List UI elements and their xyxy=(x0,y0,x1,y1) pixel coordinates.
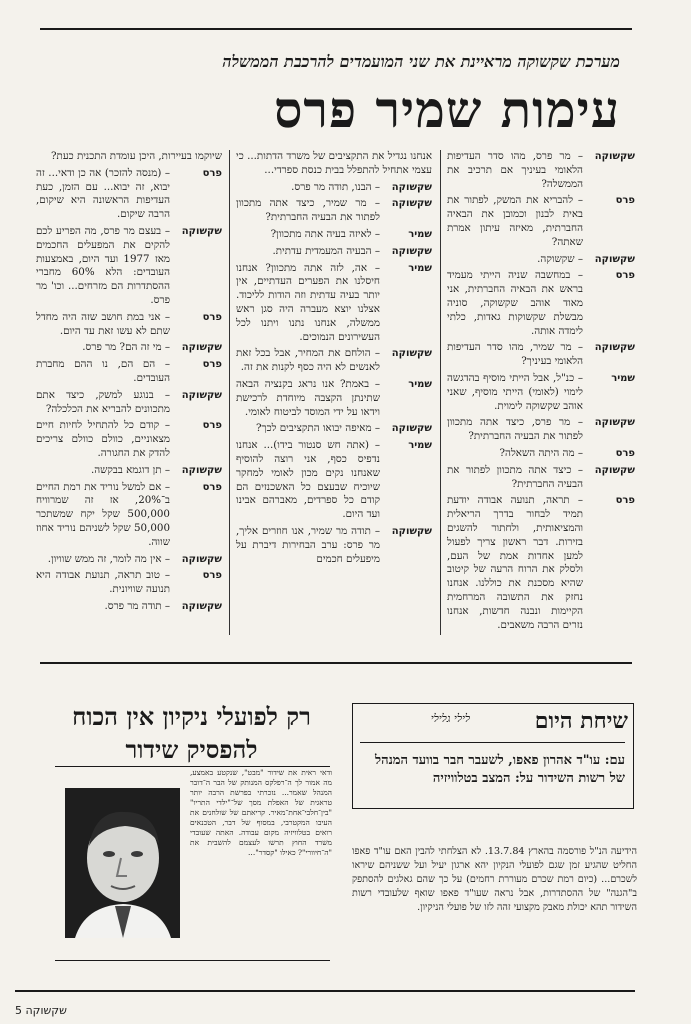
speaker-text: – במחשבה שניה הייתי מעמיד בראש את הבאיה החברתית, אני מאוד אוהב שקשוקה, סוניה מבשלת שקשוקות גאדות, כלתי לימדה אותה. xyxy=(447,269,583,337)
interview-entry xyxy=(36,481,222,550)
speaker-text: – אה, לזה אתה מתכוון? אנחנו חיסלנו את הפערים העדתיים, אין יותר בעיה עדתית וזה הודות לליכוד. אצלנו יוצא מעברה היה סגן ראש ממשלה, אנחנו נתנו ויתנו לכל העשירונים הנמוכים. xyxy=(236,261,380,343)
speaker-label: שמיר xyxy=(611,372,635,384)
interview-entry xyxy=(36,358,222,386)
interview-entry xyxy=(236,197,432,225)
speaker-label: שקשוקה xyxy=(391,525,432,537)
left-article-headline: רק לפועלי ניקיון אין הכוח להפסיק שידור xyxy=(72,702,311,764)
speaker-text: – תודה מר פרס. xyxy=(104,599,170,612)
speaker-text: – תודה מר שמיר, אנו חוזרים אליך, מר פרס: ערב הבחירות דיברת על מיפעלים חכמים xyxy=(236,524,380,565)
interview-entry xyxy=(36,569,222,597)
speaker-label: שקשוקה xyxy=(181,225,222,237)
speaker-label: שקשוקה xyxy=(181,342,222,354)
interview-entry xyxy=(447,416,635,444)
speaker-label: שקשוקה xyxy=(391,181,432,193)
speaker-text: – אין מה לומר, זה ממש שוויון. xyxy=(47,552,170,565)
top-rule xyxy=(40,28,632,30)
column-divider xyxy=(229,150,230,635)
speaker-text: – הולחם את המחיר, אבל בכל זאת לאנשים לא היה כסף לקנות את זה. xyxy=(236,347,380,374)
speaker-label: שקשוקה xyxy=(594,151,635,162)
speaker-label: שקשוקה xyxy=(594,417,635,429)
speaker-text: – באמת? אנו נראג בקנציה הבאה שתינתן הקצבה מיוחדת לרכישת וידאו על ידי המוסד לביטוח לאומי. xyxy=(236,377,380,418)
left-article-bottom-rule xyxy=(55,960,330,961)
interview-entry xyxy=(236,439,432,522)
speaker-label: פרס xyxy=(202,481,222,493)
column-divider xyxy=(440,150,441,635)
article-subheadline: מערכת שקשוקה מראיינת את שני המועמדים להרכבת הממשלה xyxy=(222,52,620,71)
speaker-text: – כיצד אתה מתכוון לפתור את הבעיה החברתית? xyxy=(447,463,583,490)
speaker-text: – בנוגע למשק, כיצד אתם מתכוונים להבריא את הכלכלה? xyxy=(36,388,170,415)
interview-entry xyxy=(36,553,222,567)
left-article-rule xyxy=(55,766,330,767)
speaker-text: – מר פרס, כיצד אתה מתכוון לפתור את הבעיה החברתית? xyxy=(447,416,583,443)
interview-entry xyxy=(447,447,635,461)
sidebar-body: עם: עו"ד אהרון פאפו, לשעבר חבר בוועד המנהל של רשות השידור על: המצב בטלוויזיה xyxy=(375,753,625,786)
interview-entry xyxy=(236,347,432,375)
speaker-label: שקשוקה xyxy=(181,389,222,401)
left-article-body: ודאי ראית את שידור "מבט", שנקטע באמצע, מה אמור לך ה־רפלקס המנותק של הבר ה־דובר המנהל שאמר... נזכרתי בפרשת הרבה יותר טראגית של האפלת מסך של־"ילדי התריו" "בין־חלבי־אחת־מאיר. קריאתם של שולחנים את העיבו המקטרבי, במסוף של דבר, הטכנאים רואים בטלוויזיה מקום עבודה. האתה שעובדי משרד החוץ תרשו לעצמם להשבית את "ה־חיוורי"? כאילו "קסדר"... xyxy=(190,768,332,857)
interview-entry xyxy=(36,167,222,222)
article-column-middle xyxy=(236,150,432,635)
article-headline: עימות שמיר פרס xyxy=(273,80,620,139)
interview-entry xyxy=(236,150,432,178)
speaker-label: שמיר xyxy=(408,378,432,390)
interview-entry xyxy=(36,600,222,614)
interview-entry xyxy=(447,341,635,369)
speaker-text: – (אתה חש סנטור בידו)... אנחנו נדפיס כסף, אני רוצה להוסיף שאנחנו נקים מכון לאומי למחקר שיוכיח שבעצם כל האשכנזים הם קודם כל ספרדים, מאברהם אבינו ועד היום. xyxy=(236,439,380,521)
speaker-label: שקשוקה xyxy=(391,423,432,435)
speaker-text: – מה היתה השאלה? xyxy=(499,446,583,459)
article-column-right xyxy=(447,150,635,635)
speaker-text: – מר שמיר, כיצד אתה מתכוון לפתור את הבעיה החברתית? xyxy=(236,197,380,224)
interview-entry xyxy=(447,464,635,492)
speaker-label: פרס xyxy=(615,195,635,207)
article-column-left xyxy=(36,150,222,635)
speaker-text: – הם הם, נו ההם מחברת העובדים. xyxy=(36,358,170,384)
interview-entry xyxy=(236,228,432,242)
speaker-text: – תראה, תנועה אבודה יודעת תמיד לבחור בדרך הריאלית והמציאותית, ולחתור להשגים בזירות. דבר ראשון צריך לפעול למען אחדות אמת של העם, ולסלק את הרוח הרעה של קיטוב שהיא מסכנת את כוללנו. אנחנו נחזק את התשובה המרחמית הקיימות ונבנה חדשות, אנחנו נזרים הרבה משאבים. xyxy=(447,494,583,631)
speaker-text: שיוקמו בעיירות, היכן עומדת התכנית כעת? xyxy=(51,150,222,162)
interview-entry xyxy=(236,245,432,259)
speaker-label: שקשוקה xyxy=(391,348,432,360)
speaker-text: – אם למשל נוריד את רמת החיים ב־20%, אז זה שמרוויח 500,000 שקל יקח שמשתכר 50,000 שקל לשניהם נוריד אחוז שווה. xyxy=(36,480,170,548)
interview-entry xyxy=(36,341,222,355)
interview-entry xyxy=(36,311,222,339)
interview-entry xyxy=(447,194,635,249)
speaker-label: שקשוקה xyxy=(181,553,222,565)
interview-entry xyxy=(447,253,635,267)
speaker-label: שמיר xyxy=(408,262,432,274)
speaker-text: – מר שמיר, מהו סדר העדיפות הלאומי בעיניך? xyxy=(447,341,583,368)
speaker-text: – מר פרס, מהו סדר העדיפות הלאומי בעיניך אם תרכיב את הממשלה? xyxy=(447,150,583,190)
speaker-text: אנחנו נגדיל את התקציבים של משרד הדתות... כי עצמי אתחיל להתפלל בבית כנסת ספרדי... xyxy=(236,150,432,176)
bottom-rule xyxy=(15,990,635,992)
interview-entry xyxy=(447,150,635,191)
speaker-text: – אני במת חושב שזה היה מחדל שתם לא עשו זאת עד היום. xyxy=(36,310,170,337)
speaker-text: – כנ"ל, אבל הייתי מוסיף בהדגשה לימוי (לאומי) הייתי מוסיף, שאני אוהב שקשוקה לימוית. xyxy=(447,371,583,412)
speaker-text: – (מנסה להזכר) אה כן ודאי... זה יבוא, זה יבוא... עם הזמן, כעת העדיפות הראשונה היא שיקום, הרבה שיקום. xyxy=(36,166,170,221)
speaker-label: פרס xyxy=(202,359,222,371)
speaker-label: פרס xyxy=(615,447,635,459)
sidebar-title: שיחת היום xyxy=(534,708,628,734)
speaker-label: שקשוקה xyxy=(181,600,222,612)
interview-entry xyxy=(36,464,222,478)
speaker-label: פרס xyxy=(202,311,222,323)
speaker-text: – הבנו, תודה מר פרס. xyxy=(291,180,380,193)
speaker-label: שקשוקה xyxy=(594,342,635,354)
speaker-text: – מי זה הם? מר פרס. xyxy=(82,341,170,354)
interview-entry xyxy=(447,269,635,338)
speaker-label: פרס xyxy=(202,420,222,432)
speaker-label: שמיר xyxy=(408,228,432,240)
speaker-label: שקשוקה xyxy=(594,253,635,265)
sidebar-author: לילי גלילי xyxy=(430,712,470,725)
speaker-text: – לאיזה בעיה אתה מתכוון? xyxy=(270,227,380,240)
right-article-body: הידיעה הנ"ל פורסמה בהארץ 13.7.84. לא הצלחתי להבין האם עו"ד פאפו החליט שהגיע זמן שגם לפועלי הנקיון יהא ארגון יעיל ועל ששניהם שיראו לשכרם... (כיום רמת שכרם מעוררת רחמים) על כך שהם גאלגים להסתפק ב"הגנה" של ההסתדרות, אבל נראה שעו"ד פאפו שואף שלעובדי רשות השידור תהא יכולת מאבק מקצועי זהה לזו של פועלי הניקיון. xyxy=(352,846,637,913)
interview-entry xyxy=(447,372,635,413)
interview-entry xyxy=(36,419,222,460)
interview-entry xyxy=(236,262,432,345)
interview-entry xyxy=(36,225,222,308)
speaker-label: שמיר xyxy=(408,440,432,452)
portrait-photo-icon xyxy=(65,788,180,938)
speaker-label: שקשוקה xyxy=(391,245,432,257)
speaker-label: שקשוקה xyxy=(594,464,635,476)
sidebar-title-rule xyxy=(360,742,625,743)
speaker-label: פרס xyxy=(615,495,635,507)
interview-entry xyxy=(447,494,635,632)
interview-entry xyxy=(236,181,432,195)
speaker-text: – תן דוגמא בבקשה. xyxy=(90,463,170,476)
speaker-label: פרס xyxy=(202,570,222,582)
speaker-text: – קודם כל להתחיל לחיות חיים מצאוניים, כוולם כוולם צריכים להדק את החגורה. xyxy=(36,419,170,459)
page-footer: שקשוקה 5 xyxy=(15,1004,67,1017)
speaker-text: – בעצם מר פרס, מה הפריע לכם להקים את המפעלים החכמים מאז 1977 ועד היום, באמצעות העובדים: הלא 60% מחברי ההסתדרות הם מזרחים... וכו' מר פרס. xyxy=(36,224,170,306)
speaker-text: – שקשוקה. xyxy=(537,252,583,265)
speaker-text: – להבריא את המשק, לפתור את באית לבנון וכמובן את הבאיה החברתית, מאיזה עיתון אמרת שאתה? xyxy=(447,194,583,248)
section-rule xyxy=(40,662,632,664)
speaker-text: – מאיפה יבואו התקציבים לכך? xyxy=(256,422,380,435)
interview-entry xyxy=(236,422,432,436)
interview-entry xyxy=(36,389,222,417)
speaker-label: שקשוקה xyxy=(181,464,222,476)
speaker-text: – טוב תראה, תנועת אבודה היא תנועה שוויונית. xyxy=(36,569,170,596)
speaker-text: – הבעיה המעמדית עדתית. xyxy=(272,244,380,257)
interview-entry xyxy=(36,150,222,164)
speaker-label: שקשוקה xyxy=(391,198,432,210)
speaker-label: פרס xyxy=(615,270,635,282)
interview-entry xyxy=(236,378,432,419)
interview-entry xyxy=(236,525,432,566)
speaker-label: פרס xyxy=(202,167,222,179)
